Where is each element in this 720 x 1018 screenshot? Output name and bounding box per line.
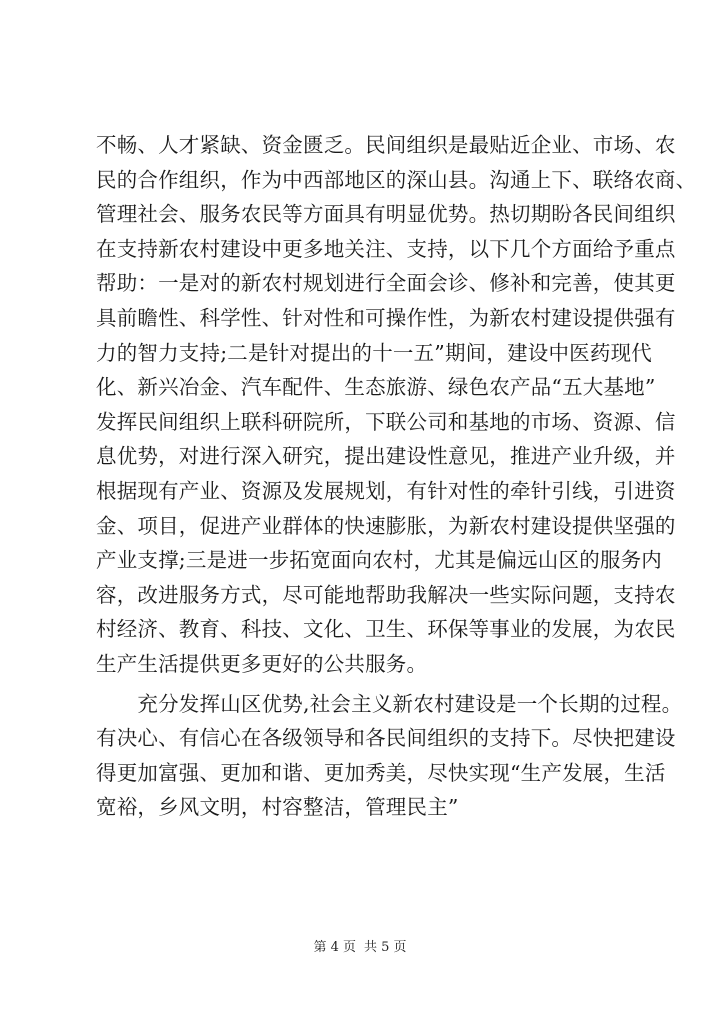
- paragraph-2: [96, 687, 683, 825]
- text-line: 有决心、有信心在各级领导和各民间组织的支持下。尽快把建设: [96, 726, 676, 751]
- paragraph-1: [96, 128, 697, 682]
- text-line: 宽裕，乡风文明，村容整洁，管理民主”: [96, 795, 459, 820]
- text-line: 力的智力支持;二是针对提出的十一五”期间，建设中医药现代: [96, 340, 652, 365]
- text-line: 容，改进服务方式，尽可能地帮助我解决一些实际问题，支持农: [96, 582, 676, 607]
- text-line: 金、项目，促进产业群体的快速膨胀，为新农村建设提供坚强的: [96, 513, 676, 538]
- text-line: 村经济、教育、科技、文化、卫生、环保等事业的发展，为农民: [96, 617, 676, 642]
- text-line: 充分发挥山区优势,社会主义新农村建设是一个长期的过程。: [96, 691, 683, 716]
- text-line: 帮助：一是对的新农村规划进行全面会诊、修补和完善，使其更: [96, 271, 676, 296]
- text-line: 生产生活提供更多更好的公共服务。: [96, 651, 428, 676]
- text-line: 息优势，对进行深入研究，提出建设性意见，推进产业升级，并: [96, 444, 676, 469]
- document-body: [96, 128, 697, 825]
- text-line: 管理社会、服务农民等方面具有明显优势。热切期盼各民间组织: [96, 202, 676, 227]
- text-line: 民的合作组织，作为中西部地区的深山县。沟通上下、联络农商、: [96, 167, 697, 192]
- text-line: 化、新兴冶金、汽车配件、生态旅游、绿色农产品“五大基地”: [96, 375, 656, 400]
- text-line: 得更加富强、更加和谐、更加秀美，尽快实现“生产发展，生活: [96, 760, 666, 785]
- page-number-total: 共 5 页: [364, 940, 407, 955]
- text-line: 具前瞻性、科学性、针对性和可操作性，为新农村建设提供强有: [96, 305, 676, 330]
- text-line: 发挥民间组织上联科研院所，下联公司和基地的市场、资源、信: [96, 409, 676, 434]
- page-number-current: 第 4 页: [313, 940, 356, 955]
- text-line: 产业支撑;三是进一步拓宽面向农村，尤其是偏远山区的服务内: [96, 548, 663, 573]
- page-footer: [0, 938, 720, 958]
- text-line: 根据现有产业、资源及发展规划，有针对性的牵针引线，引进资: [96, 478, 676, 503]
- text-line: 在支持新农村建设中更多地关注、支持，以下几个方面给予重点: [96, 236, 676, 261]
- text-line: 不畅、人才紧缺、资金匮乏。民间组织是最贴近企业、市场、农: [96, 133, 676, 157]
